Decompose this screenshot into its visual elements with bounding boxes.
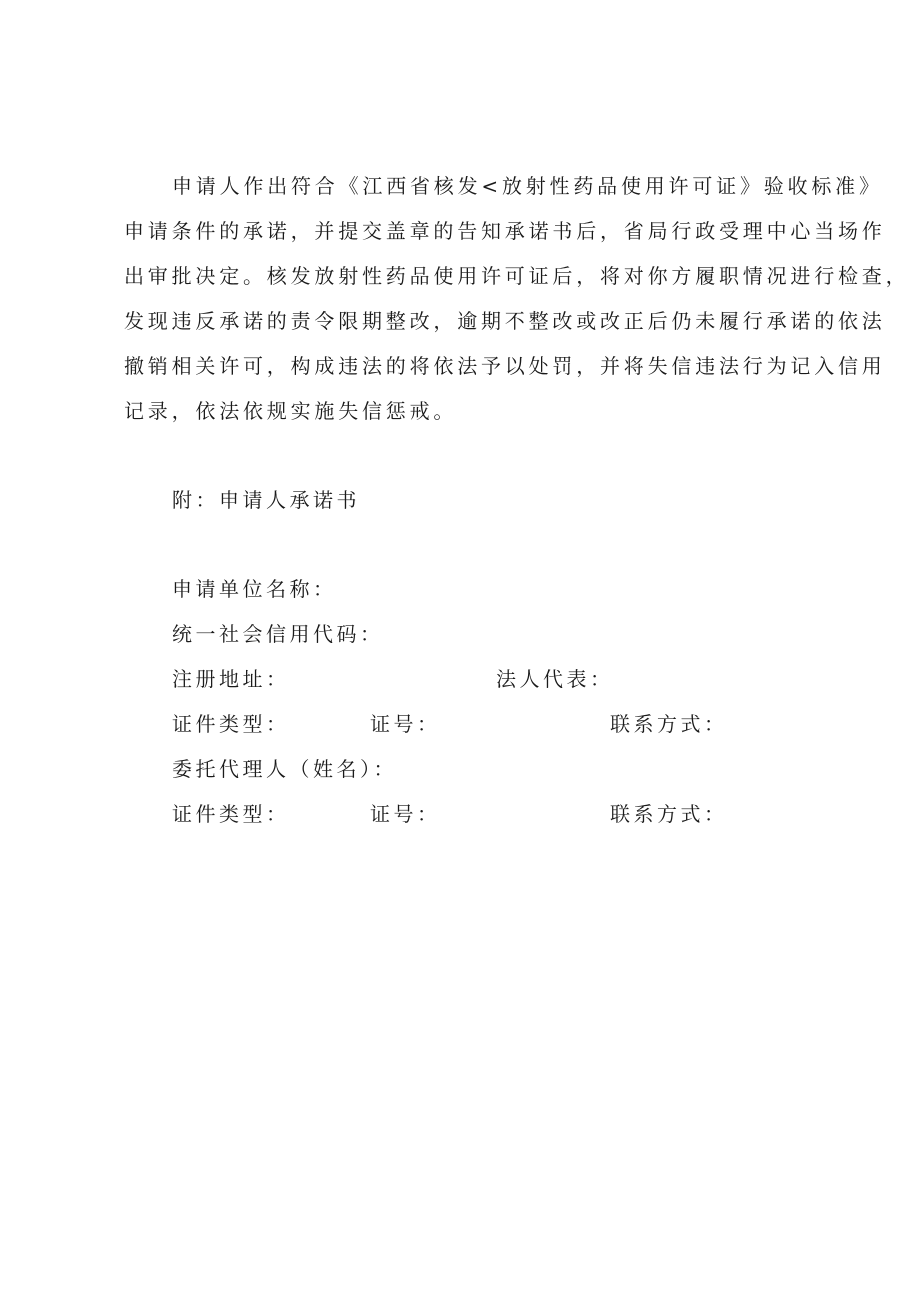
paragraph-line: 撤销相关许可，构成违法的将依法予以处罚，并将失信违法行为记入信用 xyxy=(124,354,886,378)
id-type-field: 证件类型： xyxy=(172,712,290,736)
paragraph-line: 发现违反承诺的责令限期整改，逾期不整改或改正后仍未履行承诺的依法 xyxy=(124,309,886,333)
legal-representative-field: 法人代表： xyxy=(496,667,614,691)
credit-code-field: 统一社会信用代码： xyxy=(172,622,384,646)
paragraph-line: 申请人作出符合《江西省核发<放射性药品使用许可证》验收标准》 xyxy=(172,174,883,198)
agent-contact-field: 联系方式： xyxy=(610,802,728,826)
paragraph-line-last: 记录，依法依规实施失信惩戒。 xyxy=(124,399,458,423)
paragraph-line: 申请条件的承诺，并提交盖章的告知承诺书后，省局行政受理中心当场作 xyxy=(124,219,886,243)
id-number-field: 证号： xyxy=(370,712,441,736)
agent-id-type-field: 证件类型： xyxy=(172,802,290,826)
paragraph-line: 出审批决定。核发放射性药品使用许可证后，将对你方履职情况进行检查， xyxy=(124,264,910,288)
applicant-unit-field: 申请单位名称： xyxy=(172,577,337,601)
registered-address-field: 注册地址： xyxy=(172,667,290,691)
attachment-label: 附：申请人承诺书 xyxy=(172,488,360,512)
contact-field: 联系方式： xyxy=(610,712,728,736)
agent-id-number-field: 证号： xyxy=(370,802,441,826)
agent-name-field: 委托代理人（姓名）： xyxy=(172,757,397,781)
